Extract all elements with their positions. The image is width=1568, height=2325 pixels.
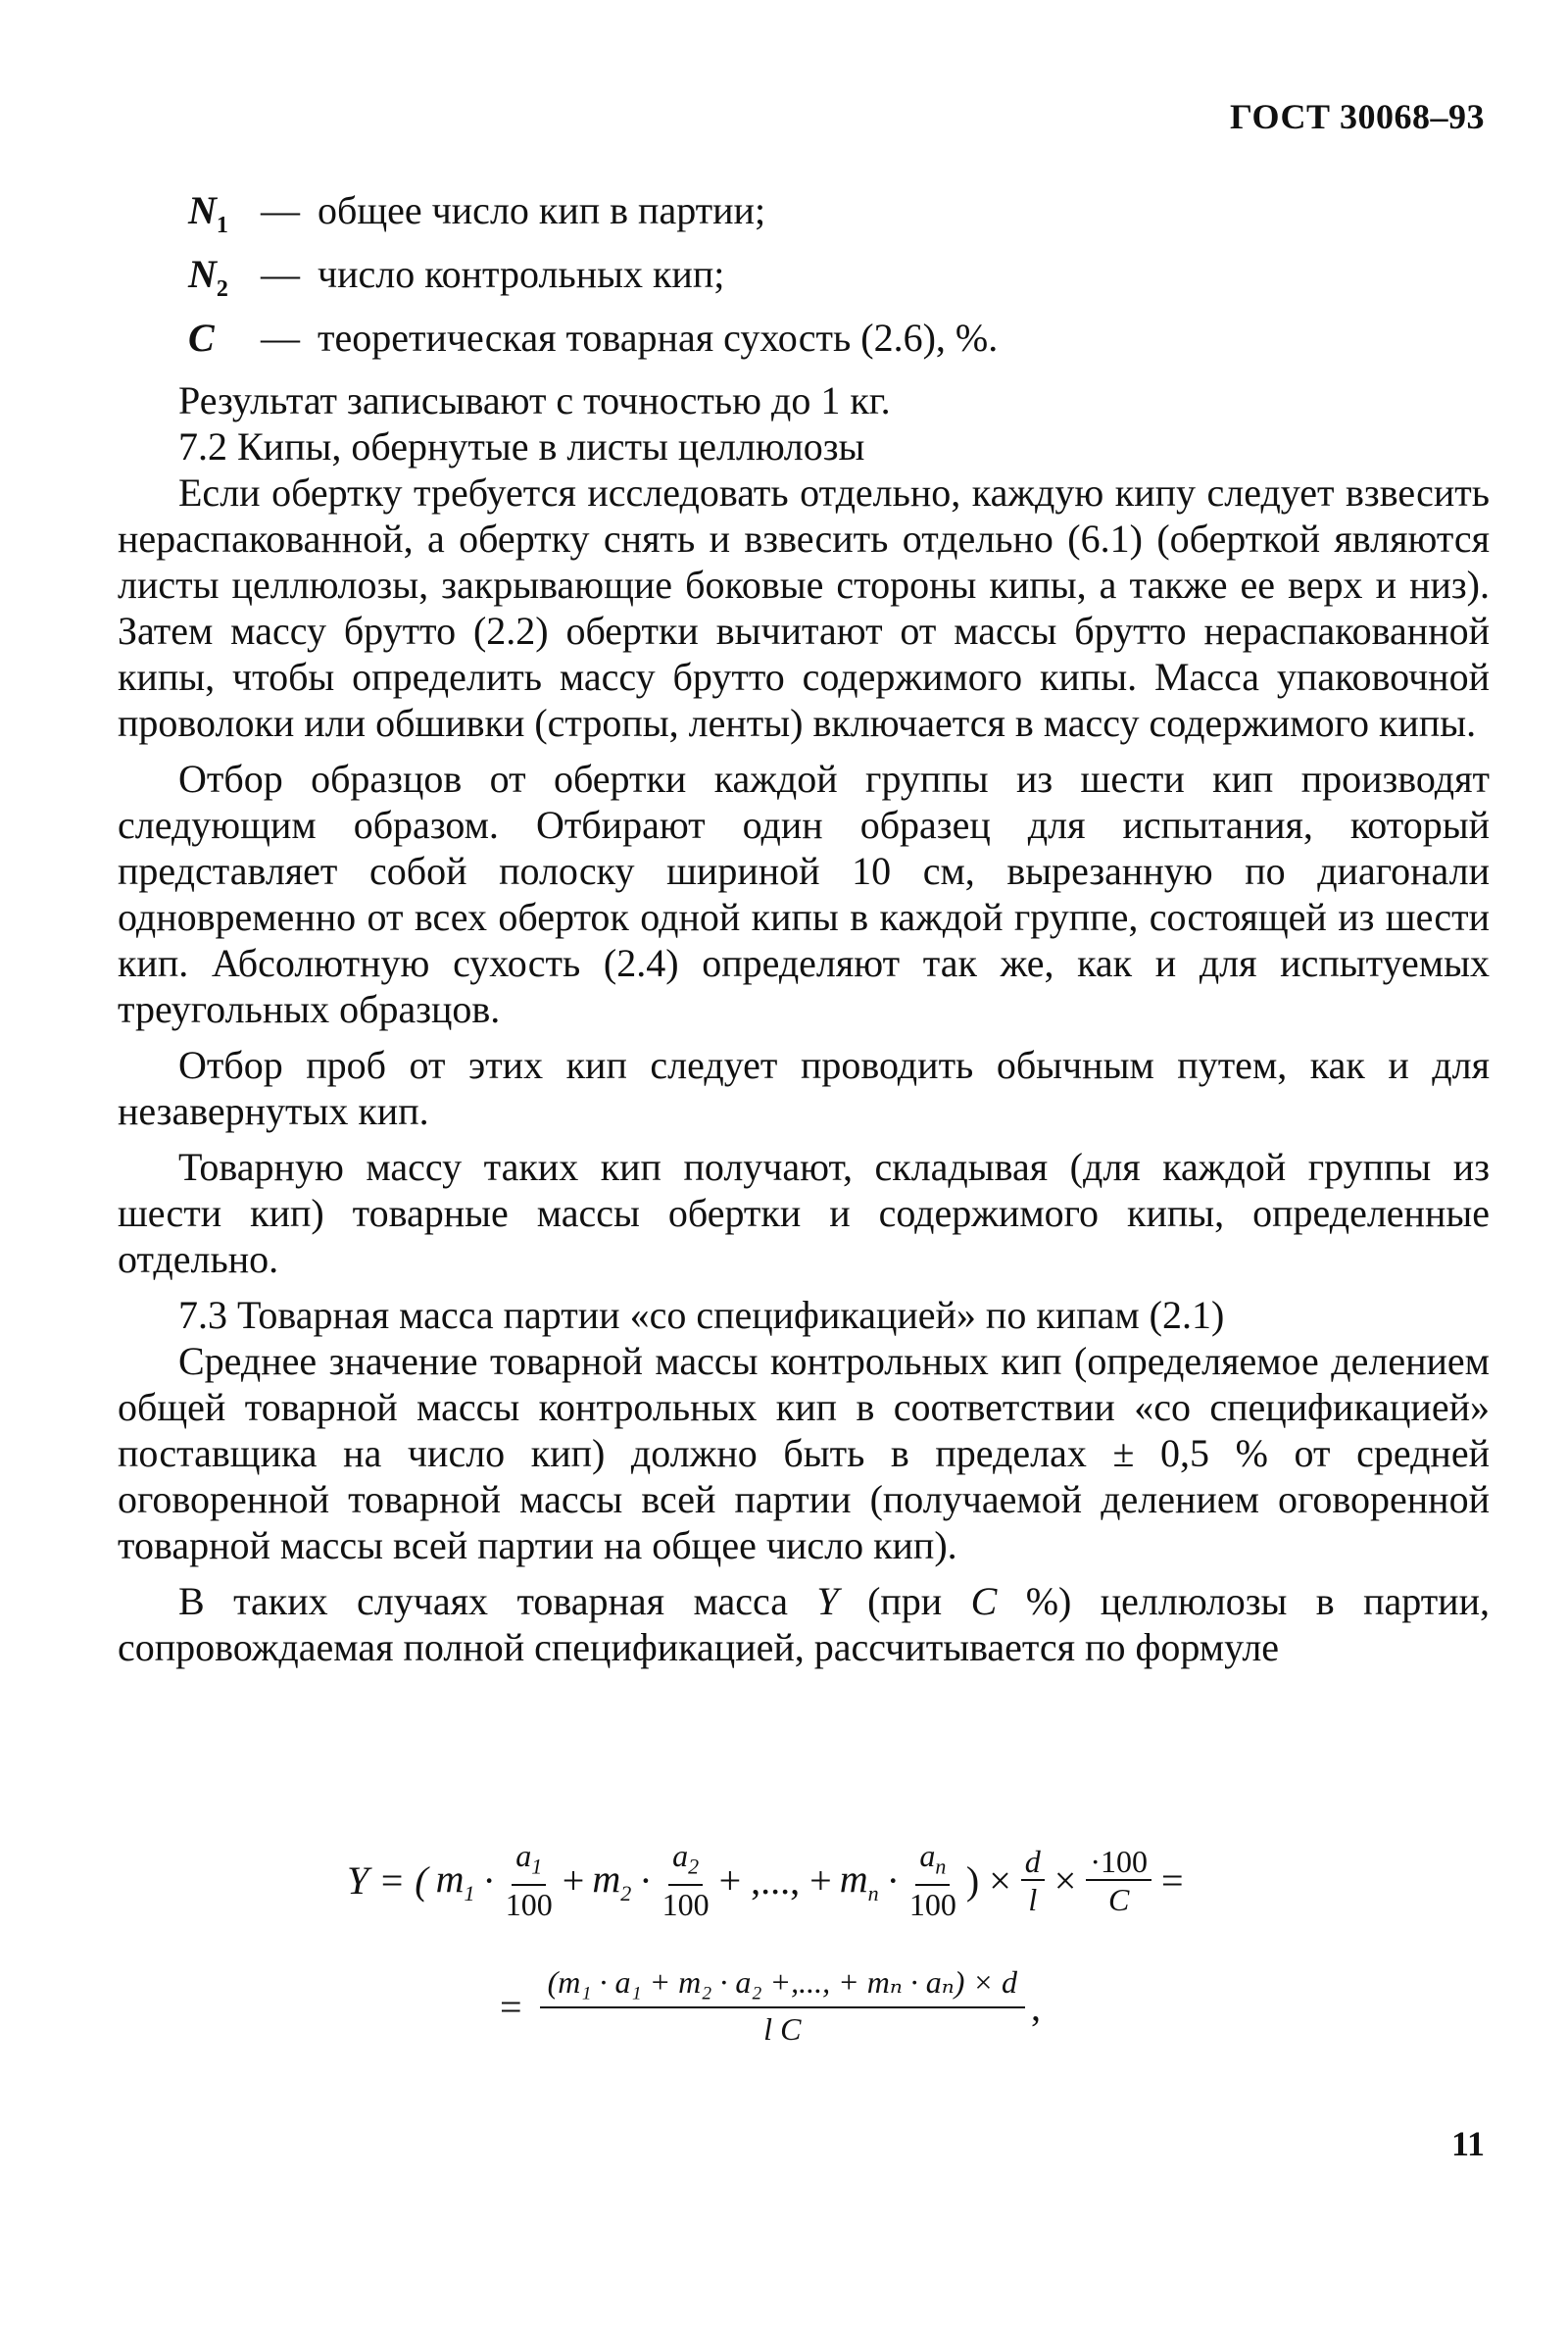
definition-text: число контрольных кип;	[318, 252, 725, 296]
formula-operator: +	[562, 1858, 585, 1904]
formula-fraction: $\frac{a_n}{100}$	[908, 1838, 956, 1923]
formula-operator: ) ×	[965, 1858, 1011, 1904]
document-code: ГОСТ 30068–93	[1230, 97, 1485, 136]
definition-dash: —	[261, 252, 300, 296]
formula-fraction: $\frac{d}{l}$	[1021, 1844, 1045, 1918]
formula-operator: ·	[482, 1858, 496, 1904]
result-precision-line: Результат записывают с точностью до 1 кг.	[178, 378, 891, 422]
formula-numerator: (m₁ · a₁ + m₂ · a₂ +,..., + mₙ · aₙ) × d	[540, 1963, 1025, 2008]
definition-symbol: C	[188, 316, 215, 360]
definition-symbol: $N_1$	[188, 188, 228, 238]
paragraph: Среднее значение товарной массы контрольных кип (определяемое делением общей товарной массы контрольных кип в соответствии «со спецификацией» поставщика на число кип) должно быть в пределах ± 0,5 % от средней оговоренной товарной массы всей партии (получаемой делением оговоренной товарной массы всей партии на общее число кип).	[118, 1339, 1490, 1567]
formula-operator: ·	[639, 1858, 653, 1904]
formula-term: $m_n$	[839, 1855, 879, 1905]
definition-item	[188, 314, 1490, 377]
paragraph: Товарную массу таких кип получают, складывая (для каждой группы из шести кип) товарные массы обертки и содержимого кипы, определенные отдельно.	[118, 1145, 1490, 1281]
formula-operator: =	[500, 1984, 522, 2029]
formula-fraction: $\frac{a_2}{100}$	[662, 1838, 710, 1923]
formula-term: $m_2$	[592, 1855, 632, 1905]
definition-text: теоретическая товарная сухость (2.6), %.	[318, 316, 999, 360]
formula-operator: ·	[886, 1858, 900, 1904]
definition-dash: —	[261, 188, 300, 232]
definition-item	[188, 186, 1490, 250]
page-body	[118, 186, 1490, 1680]
formula-operator: + ,..., +	[718, 1858, 832, 1904]
formula-result-fraction	[540, 1963, 1025, 2050]
formula-operator: ×	[1054, 1858, 1077, 1904]
page-number: 11	[1450, 2124, 1485, 2163]
definition-text: общее число кип в партии;	[318, 188, 766, 232]
formula-operator: ,	[1031, 1984, 1042, 2029]
formula-fraction: $\frac{a_1}{100}$	[505, 1838, 553, 1923]
formula-line-2	[500, 1963, 1041, 2050]
commercial-mass-formula	[323, 1799, 1352, 2073]
section-7-3-title: 7.3 Товарная масса партии «со спецификацией» по кипам (2.1)	[178, 1293, 1225, 1337]
paragraph: Если обертку требуется исследовать отдельно, каждую кипу следует взвесить нераспакованной, а обертку снять и взвесить отдельно (6.1) (оберткой являются листы целлюлозы, закрывающие боковые стороны кипы, а также ее верх и низ). Затем массу брутто (2.2) обертки вычитают от массы брутто нераспакованной кипы, чтобы определить массу брутто содержимого кипы. Масса упаковочной проволоки или обшивки (стропы, ленты) включается в массу содержимого кипы.	[118, 470, 1490, 745]
formula-term: $m_1$	[435, 1855, 475, 1905]
definitions-list	[188, 186, 1490, 377]
formula-intro-paragraph: В таких случаях товарная масса Y (при C %) целлюлозы в партии, сопровождаемая полной спецификацией, рассчитывается по формуле	[118, 1579, 1490, 1669]
paragraph: Отбор проб от этих кип следует проводить обычным путем, как и для незавернутых кип.	[118, 1043, 1490, 1133]
formula-lhs: Y = (	[347, 1858, 428, 1904]
formula-fraction: $\frac{\cdot 100}{C}$	[1086, 1844, 1152, 1918]
definition-dash: —	[261, 316, 300, 360]
formula-line-1	[343, 1838, 1188, 1923]
formula-operator: =	[1161, 1858, 1184, 1904]
section-7-2-title: 7.2 Кипы, обернутые в листы целлюлозы	[178, 424, 865, 469]
definition-symbol: $N_2$	[188, 252, 228, 302]
paragraph: Отбор образцов от обертки каждой группы из шести кип производят следующим образом. Отбирают один образец для испытания, который представляет собой полоску шириной 10 см, вырезанную по диагонали одновременно от всех оберток одной кипы в каждой группе, состоящей из шести кип. Абсолютную сухость (2.4) определяют так же, как и для испытуемых треугольных образцов.	[118, 757, 1490, 1031]
formula-denominator: l C	[763, 2011, 802, 2047]
definition-item	[188, 250, 1490, 314]
